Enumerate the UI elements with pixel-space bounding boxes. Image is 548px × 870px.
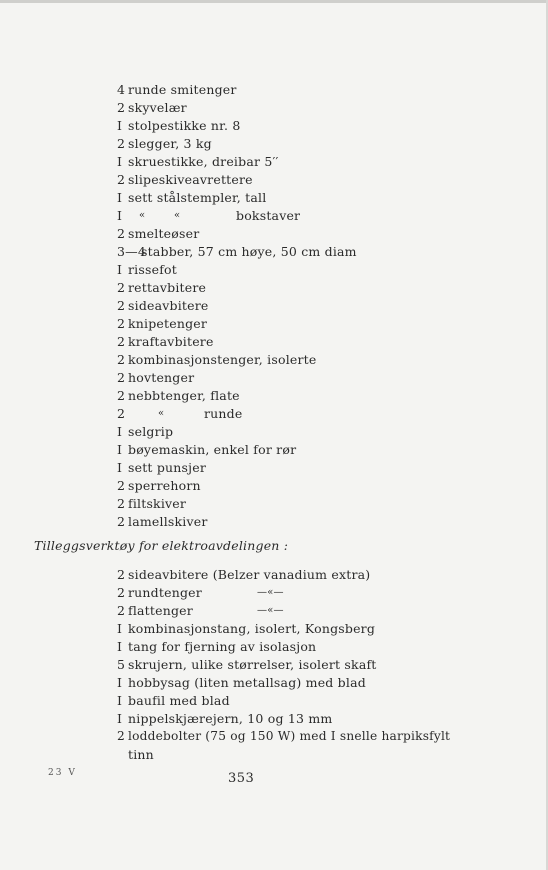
item-text: skyvelær — [128, 100, 187, 115]
item-quantity: I — [117, 190, 123, 205]
item-quantity: 2 — [117, 514, 126, 529]
item-text: sideavbitere (Belzer vanadium extra) — [128, 567, 371, 582]
item-quantity: 2 — [117, 352, 126, 367]
item-quantity: I — [117, 639, 123, 654]
item-text: slegger, 3 kg — [128, 136, 212, 151]
item-text: nippelskjærejern, 10 og 13 mm — [128, 711, 333, 726]
item-text: flattenger — [128, 603, 193, 618]
item-quantity: I — [117, 262, 123, 277]
item-quantity: 2 — [117, 280, 126, 295]
item-text: baufil med blad — [128, 693, 230, 708]
item-quantity: I — [117, 460, 123, 475]
item-quantity: I — [117, 442, 123, 457]
item-quantity: 3—4 — [117, 244, 147, 259]
item-quantity: 2 — [117, 388, 126, 403]
item-text: sideavbitere — [128, 298, 209, 313]
item-text: hovtenger — [128, 370, 195, 385]
ditto-mark: —«— — [257, 587, 284, 598]
item-quantity: 2 — [117, 172, 126, 187]
item-quantity: 2 — [117, 567, 126, 582]
item-quantity: 2 — [117, 496, 126, 511]
item-quantity: I — [117, 693, 123, 708]
item-quantity: 2 — [117, 729, 125, 743]
item-quantity: 2 — [117, 406, 126, 421]
item-quantity: 4 — [117, 82, 126, 97]
item-text: hobbysag (liten metallsag) med blad — [128, 675, 366, 690]
item-quantity: 2 — [117, 100, 126, 115]
item-text: skrujern, ulike størrelser, isolert skaft — [128, 657, 377, 672]
item-text: kombinasjonstang, isolert, Kongsberg — [128, 621, 376, 636]
section-heading: Tilleggsverktøy for elektroavdelingen : — [34, 538, 289, 553]
ditto-mark: « — [158, 408, 165, 419]
item-text: bokstaver — [236, 208, 301, 223]
item-text: nebbtenger, flate — [128, 388, 240, 403]
item-text: skruestikke, dreibar 5′′ — [128, 154, 279, 169]
item-text: kombinasjonstenger, isolerte — [128, 352, 317, 367]
item-quantity: I — [117, 675, 123, 690]
item-quantity: I — [117, 208, 123, 223]
item-text: sett punsjer — [128, 460, 206, 475]
page-number: 353 — [228, 771, 255, 786]
item-quantity: I — [117, 118, 123, 133]
item-text: rundtenger — [128, 585, 202, 600]
ditto-mark: —«— — [257, 605, 284, 616]
item-text: filtskiver — [128, 496, 187, 511]
item-text: stabber, 57 cm høye, 50 cm diam — [141, 244, 357, 259]
item-text: slipeskiveavrettere — [128, 172, 253, 187]
item-quantity: 2 — [117, 316, 126, 331]
item-quantity: 2 — [117, 585, 126, 600]
item-quantity: I — [117, 424, 123, 439]
ditto-mark: « — [174, 210, 181, 221]
item-quantity: 2 — [117, 370, 126, 385]
item-text: sperrehorn — [128, 478, 201, 493]
item-quantity: 2 — [117, 298, 126, 313]
item-text: bøyemaskin, enkel for rør — [128, 442, 297, 457]
item-text: rettavbitere — [128, 280, 207, 295]
item-quantity: 2 — [117, 603, 126, 618]
item-quantity: 5 — [117, 657, 126, 672]
item-text: rissefot — [128, 262, 177, 277]
item-quantity: 2 — [117, 478, 126, 493]
item-text: tinn — [128, 747, 154, 762]
item-quantity: I — [117, 154, 123, 169]
item-text: kraftavbitere — [128, 334, 214, 349]
item-text: runde — [204, 406, 243, 421]
item-text: runde smitenger — [128, 82, 237, 97]
item-text: stolpestikke nr. 8 — [128, 118, 241, 133]
item-text: selgrip — [128, 424, 174, 439]
scan-edge-top — [0, 0, 548, 3]
item-text: tang for fjerning av isolasjon — [128, 639, 317, 654]
item-quantity: 2 — [117, 226, 126, 241]
item-text: lamellskiver — [128, 514, 208, 529]
item-quantity: I — [117, 711, 123, 726]
signature-mark: 23 V — [48, 768, 77, 778]
item-quantity: 2 — [117, 136, 126, 151]
item-text: smelteøser — [128, 226, 200, 241]
ditto-mark: « — [139, 210, 146, 221]
item-text: knipetenger — [128, 316, 208, 331]
item-text: sett stålstempler, tall — [128, 190, 267, 205]
item-quantity: 2 — [117, 334, 126, 349]
item-text: loddebolter (75 og 150 W) med I snelle harpiksfylt — [128, 729, 451, 743]
item-quantity: I — [117, 621, 123, 636]
